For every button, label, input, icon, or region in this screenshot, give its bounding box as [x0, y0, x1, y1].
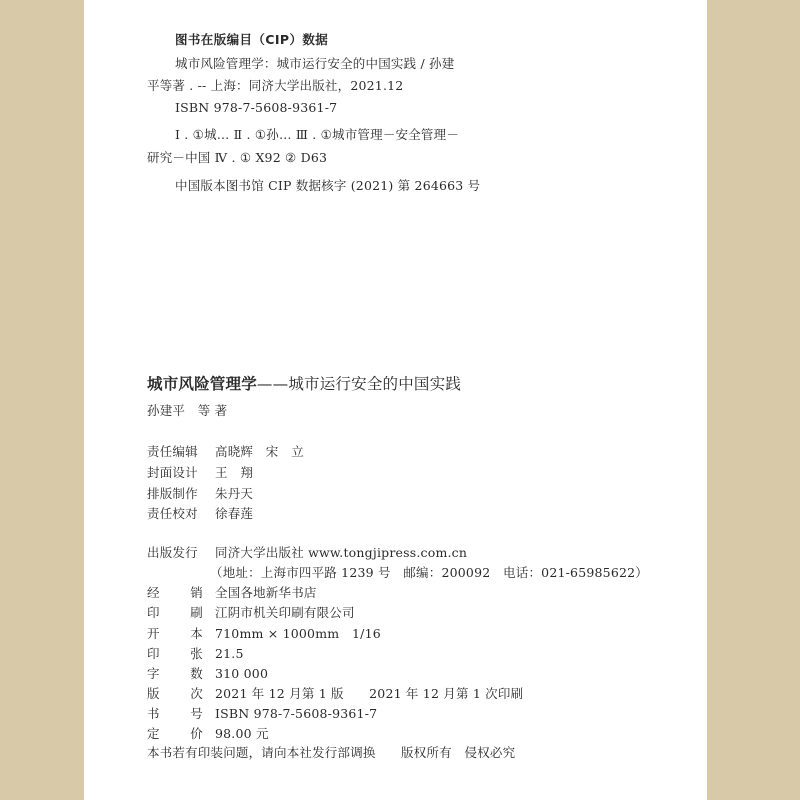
staff-label-proofreader: 责任校对 — [147, 506, 198, 521]
detail-label-word-count: 字 数 — [147, 666, 203, 681]
publisher-label: 出版发行 — [147, 545, 198, 560]
background-left — [0, 0, 84, 800]
detail-label-distribution: 经 销 — [147, 585, 203, 600]
cip-line-5: 研究－中国 Ⅳ . ① X92 ② D63 — [147, 150, 328, 165]
copyright-notice: 本书若有印装问题，请向本社发行部调换 版权所有 侵权必究 — [147, 745, 516, 760]
detail-value-sheets: 21.5 — [215, 646, 244, 661]
staff-label-cover: 封面设计 — [147, 465, 198, 480]
detail-value-format: 710mm × 1000mm 1/16 — [215, 626, 381, 641]
cip-line-3: ISBN 978-7-5608-9361-7 — [175, 100, 338, 115]
detail-label-edition: 版 次 — [147, 686, 203, 701]
book-subtitle: 城市运行安全的中国实践 — [288, 375, 462, 393]
detail-value-printer: 江阴市机关印刷有限公司 — [215, 605, 355, 620]
detail-value-word-count: 310 000 — [215, 666, 269, 681]
staff-value-editor: 高晓辉 宋 立 — [215, 444, 304, 459]
detail-label-printer: 印 刷 — [147, 605, 203, 620]
publisher-address: （地址：上海市四平路 1239 号 邮编：200092 电话：021-65985622） — [210, 565, 648, 580]
background-right — [707, 0, 800, 800]
staff-value-cover: 王 翔 — [215, 465, 254, 480]
staff-value-layout: 朱丹天 — [215, 486, 254, 501]
detail-value-isbn: ISBN 978-7-5608-9361-7 — [215, 706, 378, 721]
staff-value-proofreader: 徐春莲 — [215, 506, 254, 521]
copyright-page — [84, 0, 707, 800]
cip-heading: 图书在版编目（CIP）数据 — [175, 32, 329, 47]
staff-label-layout: 排版制作 — [147, 486, 198, 501]
detail-value-distribution: 全国各地新华书店 — [215, 585, 317, 600]
book-title-dash: —— — [256, 375, 289, 393]
detail-label-isbn: 书 号 — [147, 706, 203, 721]
book-title — [147, 374, 461, 394]
detail-value-edition: 2021 年 12 月第 1 版 2021 年 12 月第 1 次印刷 — [215, 686, 524, 701]
cip-line-4: Ⅰ . ①城… Ⅱ . ①孙… Ⅲ . ①城市管理－安全管理－ — [175, 127, 460, 142]
staff-label-editor: 责任编辑 — [147, 444, 198, 459]
book-title-main: 城市风险管理学 — [147, 375, 257, 393]
detail-value-price: 98.00 元 — [215, 726, 269, 741]
cip-line-2: 平等著 . -- 上海：同济大学出版社，2021.12 — [147, 78, 404, 93]
detail-label-price: 定 价 — [147, 726, 203, 741]
author: 孙建平 等 著 — [147, 403, 228, 418]
cip-line-1: 城市风险管理学：城市运行安全的中国实践 / 孙建 — [175, 56, 455, 71]
detail-label-sheets: 印 张 — [147, 646, 203, 661]
publisher-value: 同济大学出版社 www.tongjipress.com.cn — [215, 545, 468, 560]
cip-line-6: 中国版本图书馆 CIP 数据核字 (2021) 第 264663 号 — [175, 178, 481, 193]
detail-label-format: 开 本 — [147, 626, 203, 641]
